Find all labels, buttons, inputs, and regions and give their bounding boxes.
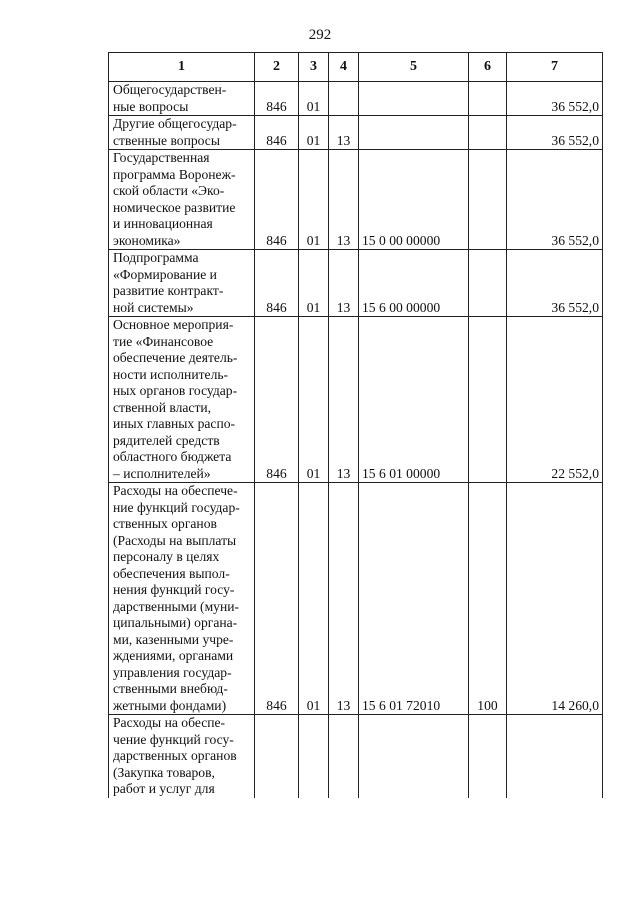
amount-cell: 36 552,0 xyxy=(507,116,603,150)
expense-type-cell xyxy=(469,150,507,250)
section-code-cell xyxy=(299,715,329,798)
header-col-1: 1 xyxy=(109,53,255,82)
section-code-cell: 01 xyxy=(299,116,329,150)
section-code-cell: 01 xyxy=(299,150,329,250)
section-code-cell: 01 xyxy=(299,250,329,317)
subsection-code-cell: 13 xyxy=(329,150,359,250)
header-col-4: 4 xyxy=(329,53,359,82)
target-article-cell: 15 6 01 00000 xyxy=(359,317,469,483)
table-row xyxy=(109,82,603,116)
target-article-cell xyxy=(359,116,469,150)
table-row xyxy=(109,483,603,715)
amount-cell: 22 552,0 xyxy=(507,317,603,483)
expense-type-cell xyxy=(469,317,507,483)
table-row xyxy=(109,116,603,150)
subsection-code-cell: 13 xyxy=(329,317,359,483)
expense-name: Общегосударствен- ные вопросы xyxy=(113,82,227,114)
table-header-row xyxy=(109,53,603,82)
amount-cell: 36 552,0 xyxy=(507,150,603,250)
target-article-cell: 15 6 00 00000 xyxy=(359,250,469,317)
table-row xyxy=(109,150,603,250)
ministry-code-cell: 846 xyxy=(255,82,299,116)
expense-name: Расходы на обеспе- чение функций госу- дарственных органов (Закупка товаров, работ и услуг для xyxy=(113,715,237,796)
ministry-code-cell: 846 xyxy=(255,116,299,150)
section-code-cell: 01 xyxy=(299,483,329,715)
expense-type-cell xyxy=(469,82,507,116)
target-article-cell xyxy=(359,715,469,798)
header-col-6: 6 xyxy=(469,53,507,82)
expense-type-cell xyxy=(469,116,507,150)
amount-cell: 14 260,0 xyxy=(507,483,603,715)
table-row xyxy=(109,715,603,798)
ministry-code-cell: 846 xyxy=(255,483,299,715)
header-col-5: 5 xyxy=(359,53,469,82)
amount-cell xyxy=(507,715,603,798)
subsection-code-cell xyxy=(329,715,359,798)
header-col-7: 7 xyxy=(507,53,603,82)
ministry-code-cell: 846 xyxy=(255,150,299,250)
section-code-cell: 01 xyxy=(299,317,329,483)
expense-name-cell xyxy=(109,250,255,317)
expense-name-cell xyxy=(109,116,255,150)
expense-name: Другие общегосудар- ственные вопросы xyxy=(113,116,237,148)
subsection-code-cell: 13 xyxy=(329,116,359,150)
target-article-cell: 15 0 00 00000 xyxy=(359,150,469,250)
expense-name-cell xyxy=(109,715,255,798)
target-article-cell xyxy=(359,82,469,116)
expense-name-cell xyxy=(109,483,255,715)
expense-name: Расходы на обеспече- ние функций государ- ственных органов (Расходы на выплаты персоналу в целях обеспечения выпол- нения функций госу- дарственными (муни- ципальными) органа- ми, казенными учре- ждениями, органами управления государ- ственными внебюд- жетными фондами) xyxy=(113,483,240,713)
ministry-code-cell: 846 xyxy=(255,250,299,317)
page-number: 292 xyxy=(308,27,332,43)
header-col-2: 2 xyxy=(255,53,299,82)
expense-name: Государственная программа Воронеж- ской области «Эко- номическое развитие и инновационная экономика» xyxy=(113,150,236,248)
expense-name: Подпрограмма «Формирование и развитие контракт- ной системы» xyxy=(113,250,224,315)
expense-name: Основное мероприя- тие «Финансовое обеспечение деятель- ности исполнитель- ных органов государ- ственной власти, иных главных распо- рядителей средств областного бюджета – исполнителей» xyxy=(113,317,238,481)
expense-name-cell xyxy=(109,82,255,116)
table-row xyxy=(109,317,603,483)
table-row xyxy=(109,250,603,317)
budget-table xyxy=(108,52,603,798)
expense-type-cell: 100 xyxy=(469,483,507,715)
ministry-code-cell: 846 xyxy=(255,317,299,483)
expense-type-cell xyxy=(469,250,507,317)
expense-type-cell xyxy=(469,715,507,798)
header-col-3: 3 xyxy=(299,53,329,82)
section-code-cell: 01 xyxy=(299,82,329,116)
expense-name-cell xyxy=(109,317,255,483)
subsection-code-cell xyxy=(329,82,359,116)
target-article-cell: 15 6 01 72010 xyxy=(359,483,469,715)
subsection-code-cell: 13 xyxy=(329,250,359,317)
amount-cell: 36 552,0 xyxy=(507,82,603,116)
ministry-code-cell xyxy=(255,715,299,798)
subsection-code-cell: 13 xyxy=(329,483,359,715)
amount-cell: 36 552,0 xyxy=(507,250,603,317)
expense-name-cell xyxy=(109,150,255,250)
